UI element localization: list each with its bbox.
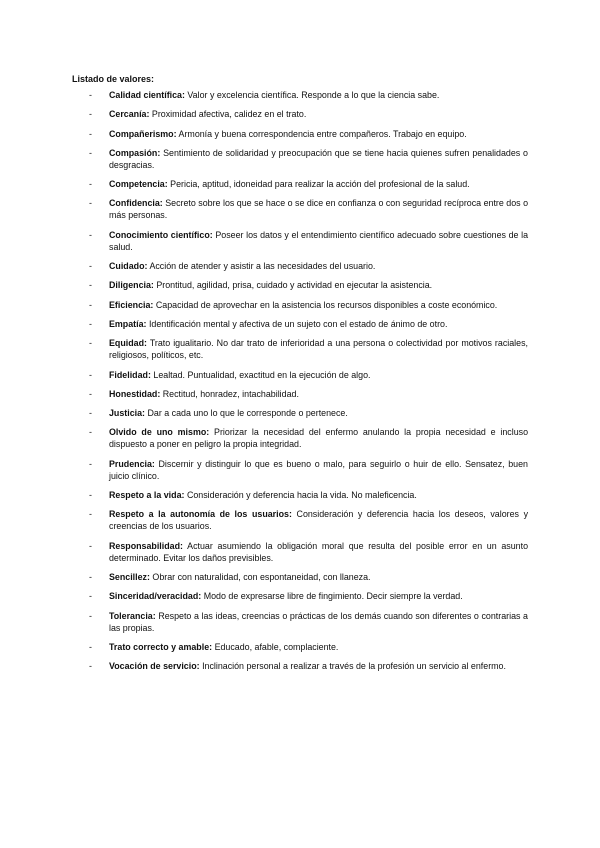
value-term: Respeto a la autonomía de los usuarios:	[109, 509, 292, 520]
value-term: Respeto a la vida:	[109, 490, 185, 501]
list-item	[72, 279, 528, 291]
list-item	[72, 178, 528, 190]
value-description: Priorizar la necesidad del enfermo anulando la propia necesidad e incluso dispuesto a poner en peligro la propia integridad.	[109, 427, 529, 450]
bullet-dash: -	[89, 318, 92, 329]
value-term: Honestidad:	[109, 388, 161, 399]
bullet-dash: -	[89, 179, 92, 190]
bullet-dash: -	[89, 610, 92, 621]
value-description: Rectitud, honradez, intachabilidad.	[162, 388, 299, 399]
value-description: Identificación mental y afectiva de un sujeto con el estado de ánimo de otro.	[148, 318, 448, 329]
bullet-dash: -	[89, 661, 92, 672]
list-item	[72, 229, 528, 253]
value-description: Dar a cada uno lo que le corresponde o pertenece.	[147, 408, 348, 419]
value-term: Responsabilidad:	[109, 540, 183, 551]
value-term: Cercanía:	[109, 109, 150, 120]
bullet-dash: -	[89, 490, 92, 501]
bullet-dash: -	[89, 458, 92, 469]
value-description: Acción de atender y asistir a las necesidades del usuario.	[149, 261, 376, 272]
value-term: Tolerancia:	[109, 610, 156, 621]
value-term: Calidad científica:	[109, 90, 185, 100]
list-item	[72, 458, 528, 482]
bullet-dash: -	[89, 261, 92, 272]
list-item	[72, 660, 528, 672]
list-item	[72, 369, 528, 381]
value-description: Lealtad. Puntualidad, exactitud en la ejecución de algo.	[153, 369, 371, 380]
list-item	[72, 508, 528, 532]
bullet-dash: -	[89, 641, 92, 652]
bullet-dash: -	[89, 408, 92, 419]
bullet-dash: -	[89, 369, 92, 380]
value-term: Equidad:	[109, 338, 147, 349]
list-item	[72, 426, 528, 450]
value-description: Sentimiento de solidaridad y preocupación que se tiene hacia quienes sufren penalidades o desgracias.	[109, 147, 528, 170]
list-item	[72, 299, 528, 311]
bullet-dash: -	[89, 280, 92, 291]
list-item	[72, 337, 528, 361]
bullet-dash: -	[89, 90, 92, 100]
value-description: Prontitud, agilidad, prisa, cuidado y actividad en ejecutar la asistencia.	[156, 280, 433, 291]
value-term: Competencia:	[109, 179, 168, 190]
list-item	[72, 641, 528, 653]
values-list	[72, 89, 528, 679]
value-description: Inclinación personal a realizar a través de la profesión un servicio al enfermo.	[202, 661, 506, 672]
value-term: Compasión:	[109, 147, 161, 158]
bullet-dash: -	[89, 509, 92, 520]
value-description: Modo de expresarse libre de fingimiento. Decir siempre la verdad.	[203, 591, 463, 602]
value-term: Conocimiento científico:	[109, 229, 213, 240]
value-description: Armonía y buena correspondencia entre compañeros. Trabajo en equipo.	[178, 128, 467, 139]
value-description: Secreto sobre los que se hace o se dice en confianza o con seguridad recíproca entre dos o más personas.	[109, 198, 529, 221]
bullet-dash: -	[89, 388, 92, 399]
value-term: Fidelidad:	[109, 369, 151, 380]
value-term: Cuidado:	[109, 261, 148, 272]
value-term: Justicia:	[109, 408, 146, 419]
value-term: Sencillez:	[109, 571, 150, 582]
list-item	[72, 590, 528, 602]
value-term: Diligencia:	[109, 280, 154, 291]
value-term: Olvido de uno mismo:	[109, 427, 210, 438]
list-item	[72, 197, 528, 221]
list-item	[72, 489, 528, 501]
value-term: Compañerismo:	[109, 128, 177, 139]
bullet-dash: -	[89, 147, 92, 158]
list-item	[72, 128, 528, 140]
value-description: Poseer los datos y el entendimiento científico adecuado sobre cuestiones de la salud.	[109, 229, 529, 252]
list-heading: Listado de valores:	[72, 74, 155, 84]
value-description: Valor y excelencia científica. Responde a lo que la ciencia sabe.	[187, 90, 440, 100]
list-item	[72, 260, 528, 272]
bullet-dash: -	[89, 540, 92, 551]
bullet-dash: -	[89, 338, 92, 349]
value-term: Empatía:	[109, 318, 147, 329]
value-term: Prudencia:	[109, 458, 155, 469]
value-term: Confidencia:	[109, 198, 163, 209]
bullet-dash: -	[89, 571, 92, 582]
value-description: Respeto a las ideas, creencias o prácticas de los demás cuando son diferentes o contrarias a las propias.	[109, 610, 528, 633]
value-description: Capacidad de aprovechar en la asistencia los recursos disponibles a coste económico.	[155, 299, 498, 310]
value-term: Vocación de servicio:	[109, 661, 200, 672]
value-description: Actuar asumiendo la obligación moral que resulta del posible error en un asunto determinado. Evitar los daños previsibles.	[109, 540, 529, 563]
list-item	[72, 571, 528, 583]
bullet-dash: -	[89, 128, 92, 139]
value-description: Educado, afable, complaciente.	[214, 641, 339, 652]
bullet-dash: -	[89, 427, 92, 438]
bullet-dash: -	[89, 591, 92, 602]
list-item	[72, 318, 528, 330]
value-term: Eficiencia:	[109, 299, 154, 310]
bullet-dash: -	[89, 299, 92, 310]
value-description: Pericia, aptitud, idoneidad para realizar la acción del profesional de la salud.	[170, 179, 470, 190]
list-item	[72, 108, 528, 120]
list-item	[72, 610, 528, 634]
value-description: Consideración y deferencia hacia los deseos, valores y creencias de los usuarios.	[109, 509, 529, 532]
value-description: Obrar con naturalidad, con espontaneidad, con llaneza.	[152, 571, 371, 582]
value-term: Trato correcto y amable:	[109, 641, 213, 652]
bullet-dash: -	[89, 198, 92, 209]
list-item	[72, 407, 528, 419]
value-description: Discernir y distinguir lo que es bueno o malo, para seguirlo o huir de ello. Sensatez, buen juicio clínico.	[109, 458, 528, 481]
value-term: Sinceridad/veracidad:	[109, 591, 202, 602]
value-description: Trato igualitario. No dar trato de inferioridad a una persona o colectividad por motivos raciales, religiosos, políticos, etc.	[109, 338, 528, 361]
list-item	[72, 540, 528, 564]
list-item	[72, 147, 528, 171]
value-description: Proximidad afectiva, calidez en el trato.	[151, 109, 307, 120]
bullet-dash: -	[89, 109, 92, 120]
list-item	[72, 388, 528, 400]
bullet-dash: -	[89, 229, 92, 240]
list-item	[72, 89, 528, 101]
value-description: Consideración y deferencia hacia la vida. No maleficencia.	[186, 490, 417, 501]
